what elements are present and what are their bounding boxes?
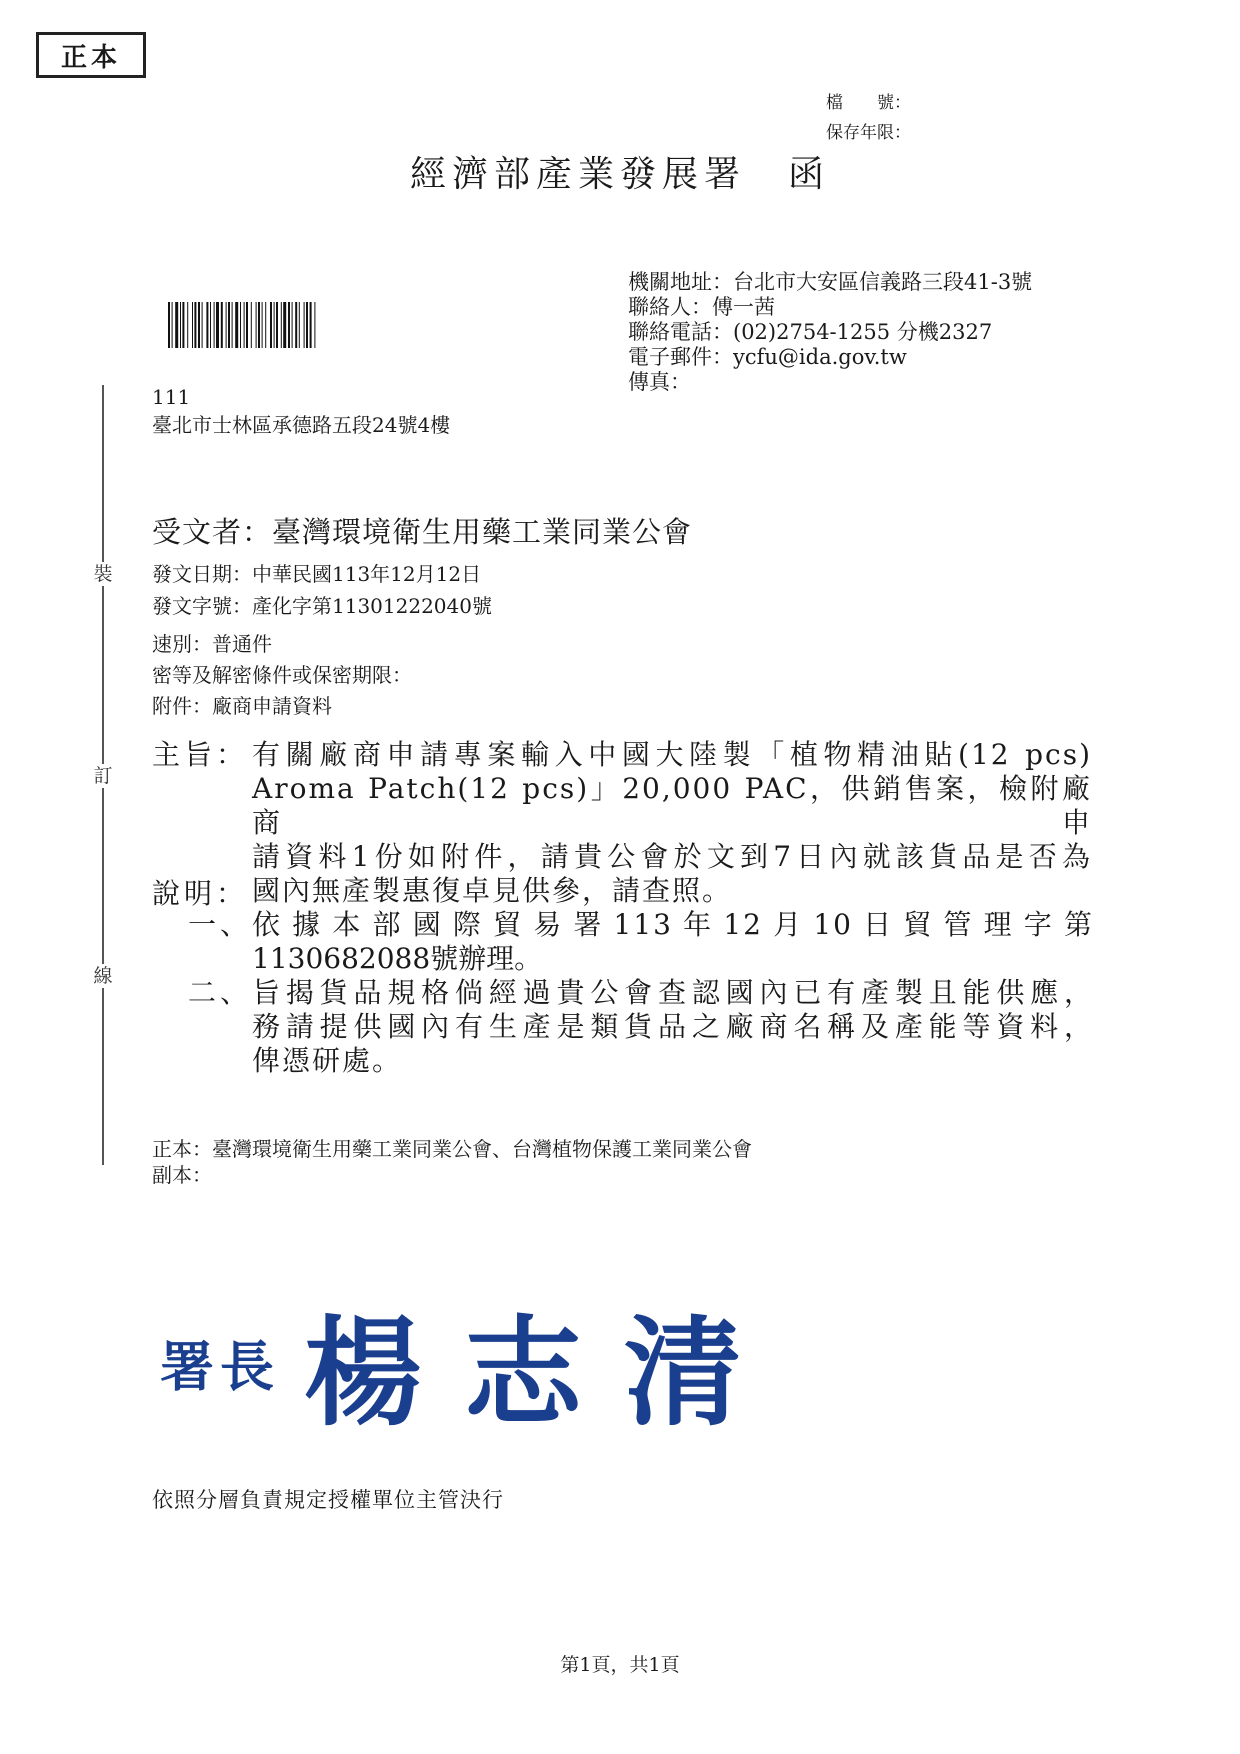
item-line: 俾憑研處。 xyxy=(252,1044,403,1077)
subject-label: 主旨： xyxy=(152,738,249,771)
contact-email: 電子郵件：ycfu@ida.gov.tw xyxy=(628,345,907,369)
postal-address: 臺北市士林區承德路五段24號4樓 xyxy=(152,413,451,437)
item-line: 依據本部國際貿易署113年12月10日貿管理字第 xyxy=(252,908,1094,941)
file-meta xyxy=(826,88,911,148)
recipient: 受文者：臺灣環境衛生用藥工業同業公會 xyxy=(152,515,693,549)
speed-class: 速別：普通件 xyxy=(152,632,272,656)
agency-contact-block xyxy=(628,270,1032,395)
signer-title: 署長 xyxy=(160,1334,280,1399)
page-number: 第1頁，共1頁 xyxy=(560,1654,680,1676)
signature-stamp xyxy=(160,1278,784,1448)
subject-line: 有關廠商申請專案輸入中國大陸製「植物精油貼(12 pcs) xyxy=(252,738,1092,771)
item-number: 一、 xyxy=(188,908,253,941)
binding-mark-ding: 訂 xyxy=(93,765,113,787)
item-line: 務請提供國內有生產是類貨品之廠商名稱及產能等資料， xyxy=(252,1010,1094,1043)
contact-phone: 聯絡電話：(02)2754-1255 分機2327 xyxy=(628,320,993,344)
binding-mark-zhuang: 裝 xyxy=(93,563,113,585)
document-number: 發文字號：產化字第11301222040號 xyxy=(152,594,492,618)
barcode-icon xyxy=(168,302,434,348)
file-number-label: 檔 號： xyxy=(826,93,911,113)
contact-fax: 傳真： xyxy=(628,370,691,394)
copies-block xyxy=(152,1136,752,1188)
contact-person: 聯絡人：傅一茜 xyxy=(628,295,775,319)
original-recipients: 正本：臺灣環境衛生用藥工業同業公會、台灣植物保護工業同業公會 xyxy=(152,1137,752,1161)
postal-code: 111 xyxy=(152,385,191,409)
item-number: 二、 xyxy=(188,976,253,1009)
authorization-note: 依照分層負責規定授權單位主管決行 xyxy=(152,1488,504,1512)
subject-line: 國內無產製惠復卓見供參，請查照。 xyxy=(252,874,733,907)
retention-period-label: 保存年限： xyxy=(826,123,911,143)
subject-line: 請資料1份如附件，請貴公會於文到7日內就該貨品是否為 xyxy=(252,840,1092,873)
explanation-item xyxy=(188,976,1094,1078)
item-line: 1130682088號辦理。 xyxy=(252,942,543,975)
secrecy-level: 密等及解密條件或保密期限： xyxy=(152,663,412,687)
attachment-info: 附件：廠商申請資料 xyxy=(152,694,332,718)
explanation-label: 說明： xyxy=(152,877,249,910)
issue-date: 發文日期：中華民國113年12月12日 xyxy=(152,562,482,586)
binding-mark-xian: 線 xyxy=(93,965,113,987)
agency-address: 機關地址：台北市大安區信義路三段41-3號 xyxy=(628,270,1033,294)
document-title: 經濟部產業發展署 函 xyxy=(409,154,830,195)
recipient-postal-address xyxy=(152,383,450,439)
duplicate-recipients: 副本： xyxy=(152,1163,212,1187)
subject-line: Aroma Patch(12 pcs)」20,000 PAC，供銷售案，檢附廠商申 xyxy=(252,772,1092,839)
subject-section xyxy=(152,738,1092,908)
explanation-item xyxy=(188,908,1094,976)
signer-name: 楊志清 xyxy=(304,1303,785,1442)
original-copy-stamp: 正本 xyxy=(36,32,146,78)
item-line: 旨揭貨品規格倘經過貴公會查認國內已有產製且能供應， xyxy=(252,976,1094,1009)
